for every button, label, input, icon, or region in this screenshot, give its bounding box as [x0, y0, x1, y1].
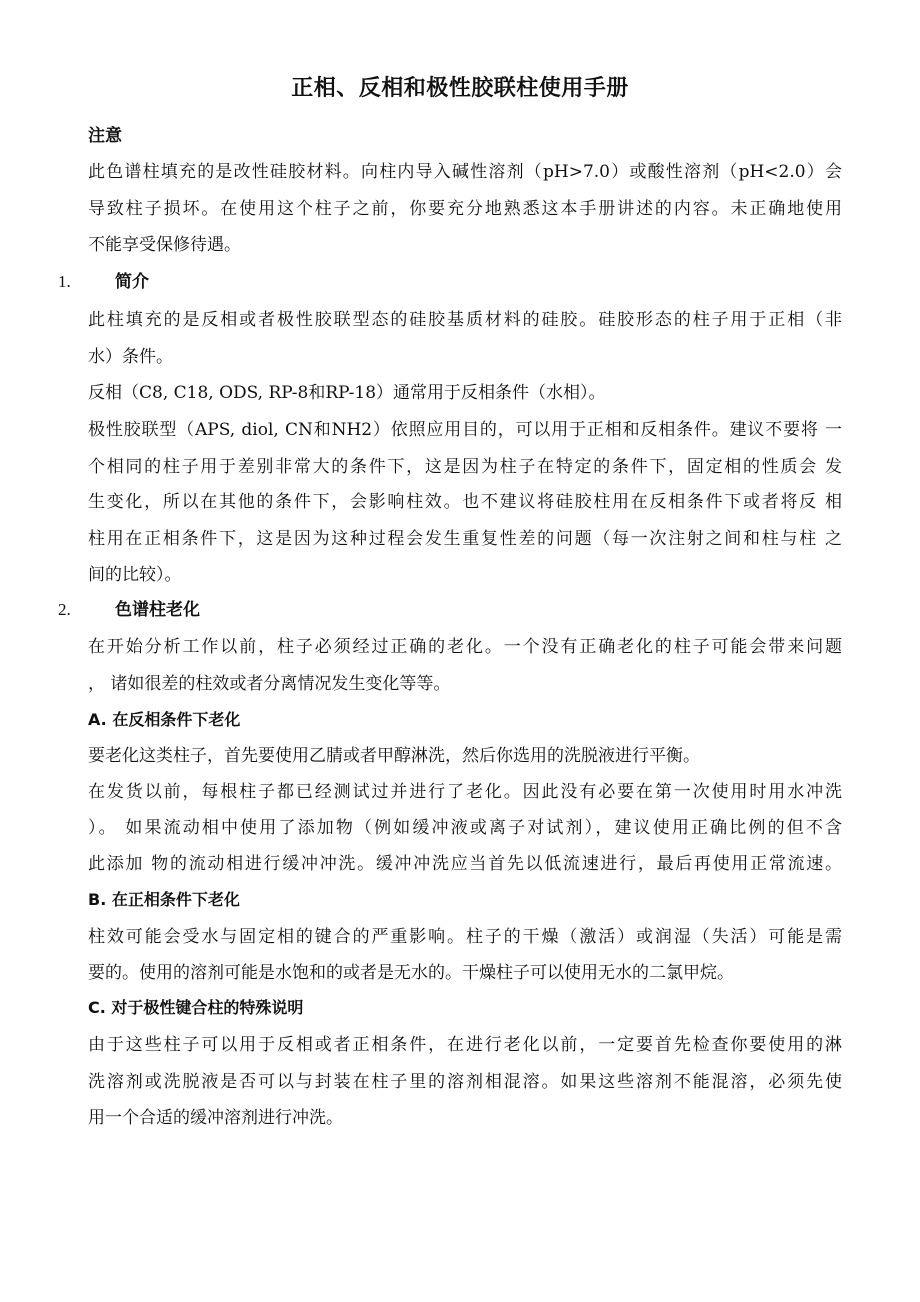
- section-1-line: 反相（C8, C18, ODS, RP-8和RP-18）通常用于反相条件（水相）。: [88, 383, 606, 403]
- section-1-line: 间的比较）。: [88, 565, 182, 585]
- subsection-a-line: 此添加 物的流动相进行缓冲冲洗。缓冲冲洗应当首先以低流速进行，最后再使用正常流速。: [88, 854, 842, 874]
- notice-line: 不能享受保修待遇。: [88, 235, 241, 255]
- subsection-a-heading: A. 在反相条件下老化: [88, 710, 241, 729]
- section-1-line: 水）条件。: [88, 347, 173, 367]
- subsection-b-line: 要的。使用的溶剂可能是水饱和的或者是无水的。干燥柱子可以使用无水的二氯甲烷。: [88, 963, 734, 983]
- subsection-c-line: 用一个合适的缓冲溶剂进行冲洗。: [88, 1108, 343, 1128]
- notice-line: 导致柱子损坏。在使用这个柱子之前，你要充分地熟悉这本手册讲述的内容。未正确地使用: [88, 199, 842, 219]
- section-1-heading: 简介: [115, 272, 149, 292]
- section-1-line: 极性胶联型（APS, diol, CN和NH2）依照应用目的，可以用于正相和反相条件。建议不要将 一: [88, 420, 842, 440]
- section-1-line: 柱用在正相条件下，这是因为这种过程会发生重复性差的问题（每一次注射之间和柱与柱 之: [88, 529, 842, 549]
- subsection-a-line: ）。 如果流动相中使用了添加物（例如缓冲液或离子对试剂），建议使用正确比例的但不含: [88, 818, 842, 838]
- section-1-line: 生变化，所以在其他的条件下，会影响柱效。也不建议将硅胶柱用在反相条件下或者将反 相: [88, 492, 842, 512]
- notice-line: 此色谱柱填充的是改性硅胶材料。向柱内导入碱性溶剂（pH>7.0）或酸性溶剂（pH<2.0）会: [88, 162, 842, 182]
- subsection-b-line: 柱效可能会受水与固定相的键合的严重影响。柱子的干燥（激活）或润湿（失活）可能是需: [88, 927, 842, 947]
- subsection-c-line: 洗溶剂或洗脱液是否可以与封装在柱子里的溶剂相混溶。如果这些溶剂不能混溶，必须先使: [88, 1072, 842, 1092]
- section-1-line: 个相同的柱子用于差别非常大的条件下，这是因为柱子在特定的条件下，固定相的性质会 发: [88, 457, 842, 477]
- section-2-number: 2.: [58, 600, 71, 619]
- notice-heading: 注意: [88, 126, 122, 146]
- section-1-number: 1.: [58, 272, 71, 291]
- subsection-b-heading: B. 在正相条件下老化: [88, 890, 240, 909]
- section-2-heading: 色谱柱老化: [115, 600, 200, 620]
- document-title: 正相、反相和极性胶联柱使用手册: [291, 76, 629, 101]
- subsection-a-line: 在发货以前，每根柱子都已经测试过并进行了老化。因此没有必要在第一次使用时用水冲洗: [88, 782, 842, 802]
- section-2-line: 在开始分析工作以前，柱子必须经过正确的老化。一个没有正确老化的柱子可能会带来问题: [88, 637, 842, 657]
- section-1-line: 此柱填充的是反相或者极性胶联型态的硅胶基质材料的硅胶。硅胶形态的柱子用于正相（非: [88, 310, 842, 330]
- subsection-c-heading: C. 对于极性键合柱的特殊说明: [88, 998, 304, 1017]
- section-2-line: ， 诸如很差的柱效或者分离情况发生变化等等。: [88, 674, 451, 694]
- subsection-a-line: 要老化这类柱子，首先要使用乙腈或者甲醇淋洗，然后你选用的洗脱液进行平衡。: [88, 746, 700, 766]
- subsection-c-line: 由于这些柱子可以用于反相或者正相条件，在进行老化以前，一定要首先检查你要使用的淋: [88, 1035, 842, 1055]
